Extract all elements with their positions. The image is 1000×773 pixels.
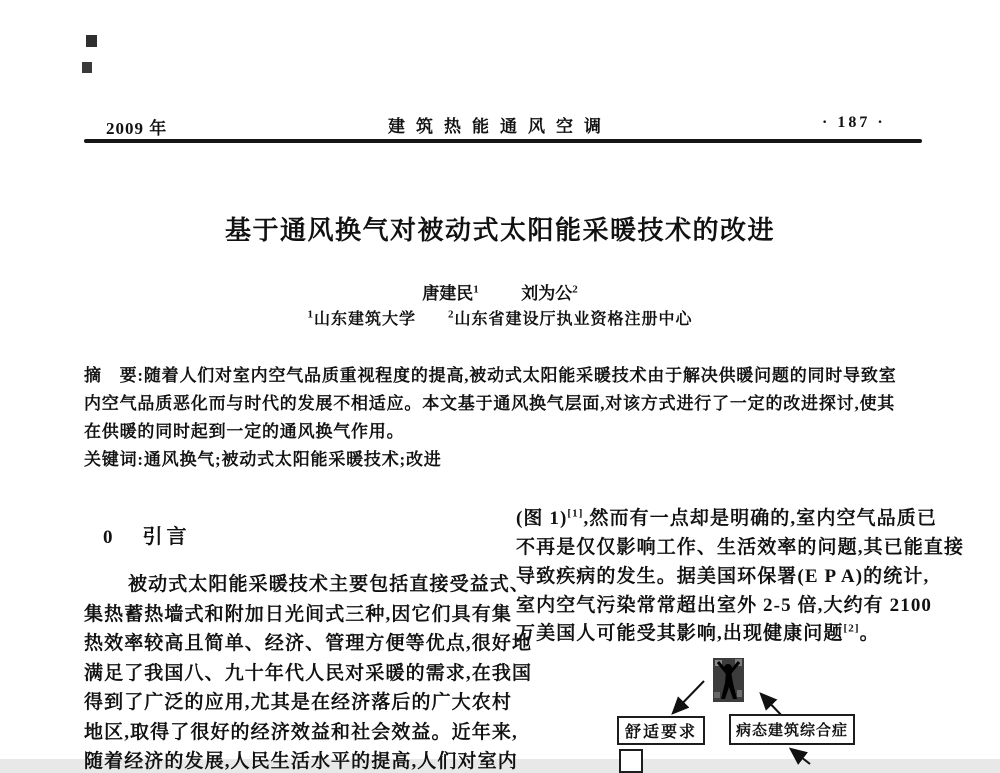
affiliation-1: $^1$山东建筑大学 (307, 308, 416, 328)
affiliations-line (0, 306, 1000, 329)
author-1: 唐建民$^1$ (422, 283, 479, 303)
header-journal-title: 建筑热能通风空调 (388, 117, 612, 136)
body-line: 被动式太阳能采暖技术主要包括直接受益式、 (128, 574, 531, 595)
section-heading-intro (103, 520, 191, 549)
scan-artifact (82, 62, 92, 73)
abstract-line-2: 内空气品质恶化而与时代的发展不相适应。本文基于通风换气层面,对该方式进行了一定的改进探讨,使其 (84, 394, 896, 413)
figure-1-diagram (595, 652, 940, 759)
author-2: 刘为公$^2$ (521, 283, 578, 303)
figure-box-comfort: 舒适要求 (617, 716, 705, 745)
citation-ref-2: [2] (843, 622, 860, 635)
affiliation-2: $^2$山东省建设厅执业资格注册中心 (448, 308, 693, 328)
header-rule (84, 139, 922, 143)
author-1-sup: 1 (473, 283, 479, 296)
body-line: (图 1)[1],然而有一点却是明确的,室内空气品质已 (516, 507, 937, 529)
keywords-line: 关键词:通风换气;被动式太阳能采暖技术;改进 (84, 450, 442, 469)
body-line: 导致疾病的发生。据美国环保署(E P A)的统计, (516, 566, 930, 587)
body-line: 集热蓄热墙式和附加日光间式三种,因它们具有集 (84, 604, 512, 625)
body-line: 地区,取得了很好的经济效益和社会效益。近年来, (84, 722, 518, 743)
header-page-number: · 187 · (822, 114, 886, 131)
citation-ref-1: [1] (567, 507, 584, 520)
authors-line (0, 279, 1000, 304)
paper-title: 基于通风换气对被动式太阳能采暖技术的改进 (224, 216, 775, 245)
section-label: 引言 (142, 526, 191, 548)
body-line: 得到了广泛的应用,尤其是在经济落后的广大农村 (84, 692, 512, 713)
body-line: 满足了我国八、九十年代人民对采暖的需求,在我国 (84, 663, 533, 684)
header-year: 2009 年 (106, 119, 168, 138)
section-number: 0 (103, 527, 113, 548)
scan-artifact (86, 35, 97, 47)
abstract-line-1: 摘 要:随着人们对室内空气品质重视程度的提高,被动式太阳能采暖技术由于解决供暖问题的同时导致室 (84, 366, 897, 385)
person-silhouette-icon (713, 658, 744, 702)
body-line: 随着经济的发展,人民生活水平的提高,人们对室内 (84, 751, 518, 772)
figure-box-sick-building-syndrome: 病态建筑综合症 (729, 714, 855, 745)
author-2-sup: 2 (572, 283, 578, 296)
figure-small-box-partial (619, 749, 643, 773)
body-line: 万美国人可能受其影响,出现健康问题[2]。 (516, 622, 880, 644)
arrow-to-comfort-box (674, 681, 704, 712)
body-line: 室内空气污染常常超出室外 2-5 倍,大约有 2100 (516, 595, 933, 616)
body-line: 不再是仅仅影响工作、生活效率的问题,其已能直接 (516, 537, 965, 558)
abstract-line-3: 在供暖的同时起到一定的通风换气作用。 (84, 422, 405, 441)
arrow-partial-bottom (792, 750, 810, 764)
body-line: 热效率较高且简单、经济、管理方便等优点,很好地 (84, 633, 533, 654)
